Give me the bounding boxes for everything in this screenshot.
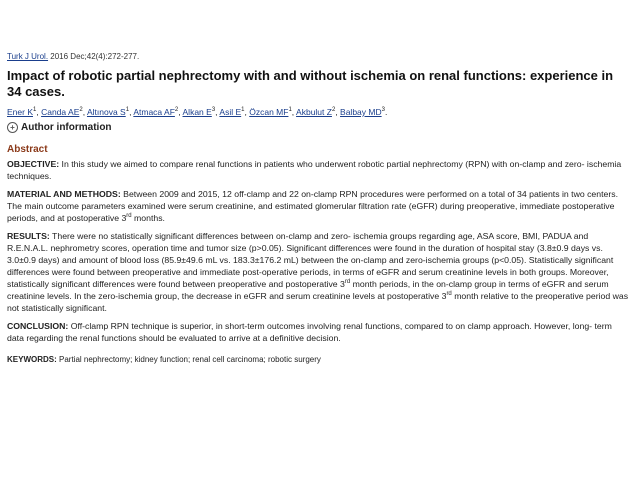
keywords-text: Partial nephrectomy; kidney function; renal cell carcinoma; robotic surgery xyxy=(56,354,321,364)
results-text: There were no statistically significant differences between on-clamp and zero- ischemia groups regarding age, ASA score, BMI, PADUA and R.E.N.A.L. nephrometry scores, operation time and tumor size (p>0.05). Significant differences were found in the duration of hospital stay (3.8±0.9 days vs. 3.0±0.9 days) and amount of blood loss (85.9±49.6 mL vs. 183.3±176.2 mL) between the on-clamp and zero-ischemia groups (p<0.05). Statistically significant differences were found between preoperative and immediate post-operative periods, in terms of eGFR and serum creatinine levels in both groups. Moreover, statistically significant differences were found between preoperative and postoperative 3 xyxy=(7,230,614,289)
ordinal-suffix: rd xyxy=(446,290,452,297)
author-affiliation: 1 xyxy=(125,107,130,113)
conclusion-paragraph xyxy=(7,320,631,344)
author-list: Ener $K^1$, Canda $AE^2$, Altınova $S^1$, Atmaca $AF^2$, Alkan $E^3$, Asil $E^1$, Özcan $MF^1$, Akbulut $Z^2$, Balbay $MD^3$. xyxy=(7,106,388,117)
objective-paragraph xyxy=(7,158,631,182)
abstract-heading: Abstract xyxy=(7,143,48,155)
author-link[interactable]: Asil E xyxy=(219,106,242,117)
author-link[interactable]: Alkan E xyxy=(182,106,212,117)
ordinal-suffix: rd xyxy=(126,212,132,219)
objective-text: In this study we aimed to compare renal functions in patients who underwent robotic partial nephrectomy (RPN) with on-clamp and zero- ischemia techniques. xyxy=(7,158,622,181)
author-link[interactable]: Özcan MF xyxy=(249,106,289,117)
author-affiliation: 1 xyxy=(288,107,292,113)
author-link[interactable]: Ener K xyxy=(7,106,33,117)
author-link[interactable]: Balbay MD xyxy=(340,106,382,117)
author-link[interactable]: Atmaca AF xyxy=(133,106,175,117)
author-affiliation: 1 xyxy=(241,107,245,113)
results-text-end: month relative to the preoperative period was not statistically significant. xyxy=(7,290,629,313)
keywords-label: KEYWORDS: xyxy=(7,354,57,364)
keywords xyxy=(7,354,631,365)
methods-paragraph xyxy=(7,188,631,224)
methods-text-end: months. xyxy=(131,212,165,223)
author-affiliation: 3 xyxy=(381,107,385,113)
results-paragraph xyxy=(7,230,631,314)
plus-circle-icon[interactable]: + xyxy=(7,122,18,133)
results-text-middle: month periods, in the on-clamp group in terms of eGFR and serum creatinine levels. In the zero-ischemia group, the decrease in eGFR and serum creatinine levels at postoperative 3 xyxy=(7,278,609,301)
author-link[interactable]: Altınova S xyxy=(86,106,126,117)
methods-label: MATERIAL AND METHODS: xyxy=(7,188,121,199)
article-title: Impact of robotic partial nephrectomy with and without ischemia on renal functions: experience in 34 cases. xyxy=(7,68,614,99)
results-label: RESULTS: xyxy=(7,230,50,241)
ordinal-suffix: rd xyxy=(344,278,351,285)
author-information-label[interactable]: Author information xyxy=(21,121,112,133)
citation-details: 2016 Dec;42(4):272-277. xyxy=(48,52,140,61)
author-affiliation: 2 xyxy=(79,107,83,113)
objective-label: OBJECTIVE: xyxy=(7,158,60,169)
author-link[interactable]: Akbulut Z xyxy=(296,106,332,117)
citation xyxy=(7,52,631,62)
author-affiliation: 2 xyxy=(174,107,179,113)
conclusion-text: Off-clamp RPN technique is superior, in short-term outcomes involving renal functions, compared to on clamp approach. However, long- term data regarding the renal functions should be evaluated to arrive at a definitive decision. xyxy=(7,320,612,343)
author-affiliation: 2 xyxy=(331,107,336,113)
article-abstract xyxy=(7,52,631,365)
author-link[interactable]: Canda AE xyxy=(41,106,80,117)
conclusion-label: CONCLUSION: xyxy=(7,320,69,331)
journal-link[interactable]: Turk J Urol. xyxy=(7,52,49,61)
methods-text: Between 2009 and 2015, 12 off-clamp and 22 on-clamp RPN procedures were performed on a total of 34 patients in two centers. The main outcome parameters examined were serum creatinine, and estimated glomerular filtration rate (eGFR) during preoperative, immediate postoperative periods, and at postoperative 3 xyxy=(7,188,618,223)
author-information-toggle[interactable] xyxy=(7,122,631,134)
author-affiliation: 1 xyxy=(33,107,37,113)
author-affiliation: 3 xyxy=(211,107,216,113)
